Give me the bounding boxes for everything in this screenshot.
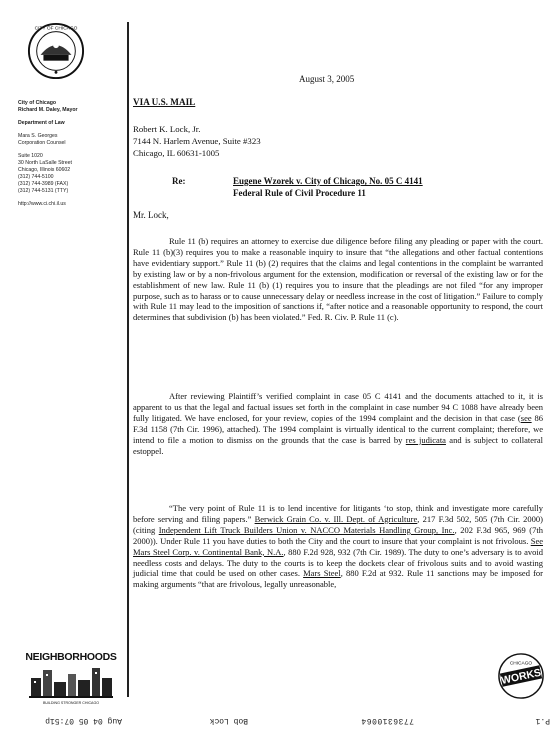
- paragraph-2-text-b: 86 F.3d 1158 (7th Cir. 1996), attached). The 1994 complaint is virtually identical to the current complaint; therefore, we intend to file a motion to dismiss on the grounds that the case is barred by: [133, 412, 544, 445]
- fax-number: 7736310064: [360, 716, 414, 725]
- sidebar-street: 30 North LaSalle Street: [18, 160, 72, 166]
- seal-text: CITY OF CHICAGO: [34, 26, 78, 32]
- paragraph-3-text-e: , 880 F.2d at 932. Rule 11 sanctions may be imposed for making arguments “that are frivolous, legally unreasonable,: [133, 568, 544, 590]
- paragraph-1-text: Rule 11 (b) requires an attorney to exercise due diligence before filing any pleading or paper with the court. Rule 11 (b)(3) requires you to make a reasonable inquiry to insure that “the allegations and other factual contentions have evidentiary support.” Rule 11 (b) (2) requires that the claims and legal contentions in the complaint be warranted by existing law or by a non-frivolous argument for the extension, modification or reversal of the existing law or for the establishment of new law. Rule 11 (b) (1) requires you to insure that the pleadings are not filed “for any improper purpose, such as to harass or to cause unnecessary delay or needless increase in the cost of litigation.” Failure to comply with Rule 11 may lead to the imposition of sanctions if, “after notice and a reasonable opportunity to respond, the court determines that subdivision (b) has been violated.” Fed. R. Civ. P. Rule 11 (c).: [133, 236, 543, 323]
- fax-footer: [0, 709, 560, 733]
- fax-page-number: P.1: [535, 716, 550, 725]
- letter-date: August 3, 2005: [299, 74, 355, 84]
- paragraph-3: [133, 503, 543, 590]
- works-wordmark: WORKS: [500, 666, 543, 687]
- sidebar-mayor: Richard M. Daley, Mayor: [18, 107, 78, 113]
- paragraph-3-case-nacco: Independent Lift Truck Builders Union v. NACCO Materials Handling Group, Inc.: [158, 524, 455, 535]
- re-label: Re:: [172, 176, 186, 186]
- recipient-address: [133, 123, 261, 159]
- paragraph-3-text-d: , 880 F.2d 928, 932 (7th Cir. 1989). The duty to one’s adversary is to avoid needless costs and delays. The duty to the courts is to keep the dockets clear of frivolous suits and to avoid wasting judicial time that could be used on other cases.: [133, 546, 543, 579]
- salutation: Mr. Lock,: [133, 210, 169, 220]
- paragraph-2-res-judicata: res judicata: [405, 434, 446, 445]
- letterhead-sidebar: [18, 100, 114, 208]
- neighborhoods-logo: [25, 648, 117, 706]
- paragraph-3-text-c: , 202 F.3d 965, 969 (7th 2000)). Under Rule 11 you have duties to both the City and the court to insure that your complaint is not frivolous.: [133, 524, 543, 546]
- recipient-street: 7144 N. Harlem Avenue, Suite #323: [133, 136, 261, 146]
- works-top-text: CHICAGO: [509, 661, 533, 667]
- paragraph-2-text-c: and is subject to collateral estoppel.: [133, 434, 543, 456]
- paragraph-1: [133, 236, 543, 323]
- fax-timestamp: Aug 04 05 07:51p: [45, 716, 122, 725]
- sidebar-tty: (312) 744-5131 (TTY): [18, 188, 69, 194]
- sidebar-citystate: Chicago, Illinois 60602: [18, 167, 71, 173]
- neighborhoods-tagline: BUILDING STRONGER CHICAGO: [42, 701, 100, 705]
- paragraph-2-text-a: After reviewing Plaintiff’s verified complaint in case 05 C 4141 and the documents attached to it, it is apparent to us that the legal and factual issues set forth in the complaint in case number 94 C 1088 have already been fully litigated. We have enclosed, for your review, copies of the 1994 complaint and the decision in that case (: [133, 391, 543, 423]
- sidebar-phone: (312) 744-5100: [18, 174, 54, 180]
- sidebar-counsel-name: Mara S. Georges: [18, 133, 58, 139]
- recipient-city: Chicago, IL 60631-1005: [133, 148, 220, 158]
- city-seal-logo: [27, 22, 85, 80]
- sidebar-suite: Suite 1020: [18, 153, 43, 159]
- re-subject: [233, 176, 423, 199]
- paragraph-2: [133, 391, 543, 456]
- re-case: Eugene Wzorek v. City of Chicago, No. 05 C 4141: [233, 176, 423, 186]
- chicago-works-logo: [497, 652, 545, 700]
- sidebar-city: City of Chicago: [18, 100, 57, 106]
- vertical-divider: [127, 22, 129, 697]
- recipient-name: Robert K. Lock, Jr.: [133, 124, 201, 134]
- paragraph-3-text-b: , 217 F.3d 502, 505 (7th Cir. 2000)(citing: [133, 513, 544, 535]
- paragraph-2-see: see: [520, 412, 532, 423]
- sidebar-fax: (312) 744-3989 (FAX): [18, 181, 69, 187]
- sidebar-department: Department of Law: [18, 120, 65, 126]
- sidebar-url: http://www.ci.chi.il.us: [18, 201, 66, 207]
- sidebar-counsel-title: Corporation Counsel: [18, 140, 66, 146]
- paragraph-3-case-berwick: Berwick Grain Co. v. Ill. Dept. of Agriculture: [254, 513, 418, 524]
- delivery-method: VIA U.S. MAIL: [133, 97, 196, 107]
- fax-sender: Bob Lock: [209, 716, 248, 725]
- neighborhoods-wordmark: NEIGHBORHOODS: [25, 651, 117, 663]
- paragraph-3-text-a: “The very point of Rule 11 is to lend incentive for litigants ‘to stop, think and investigate more carefully before serving and filing papers.”: [133, 503, 543, 524]
- paragraph-3-case-mars: See Mars Steel Corp. v. Continental Bank, N.A.: [133, 535, 543, 557]
- re-rule: Federal Rule of Civil Procedure 11: [233, 187, 366, 198]
- paragraph-3-mars-steel: Mars Steel: [303, 568, 341, 579]
